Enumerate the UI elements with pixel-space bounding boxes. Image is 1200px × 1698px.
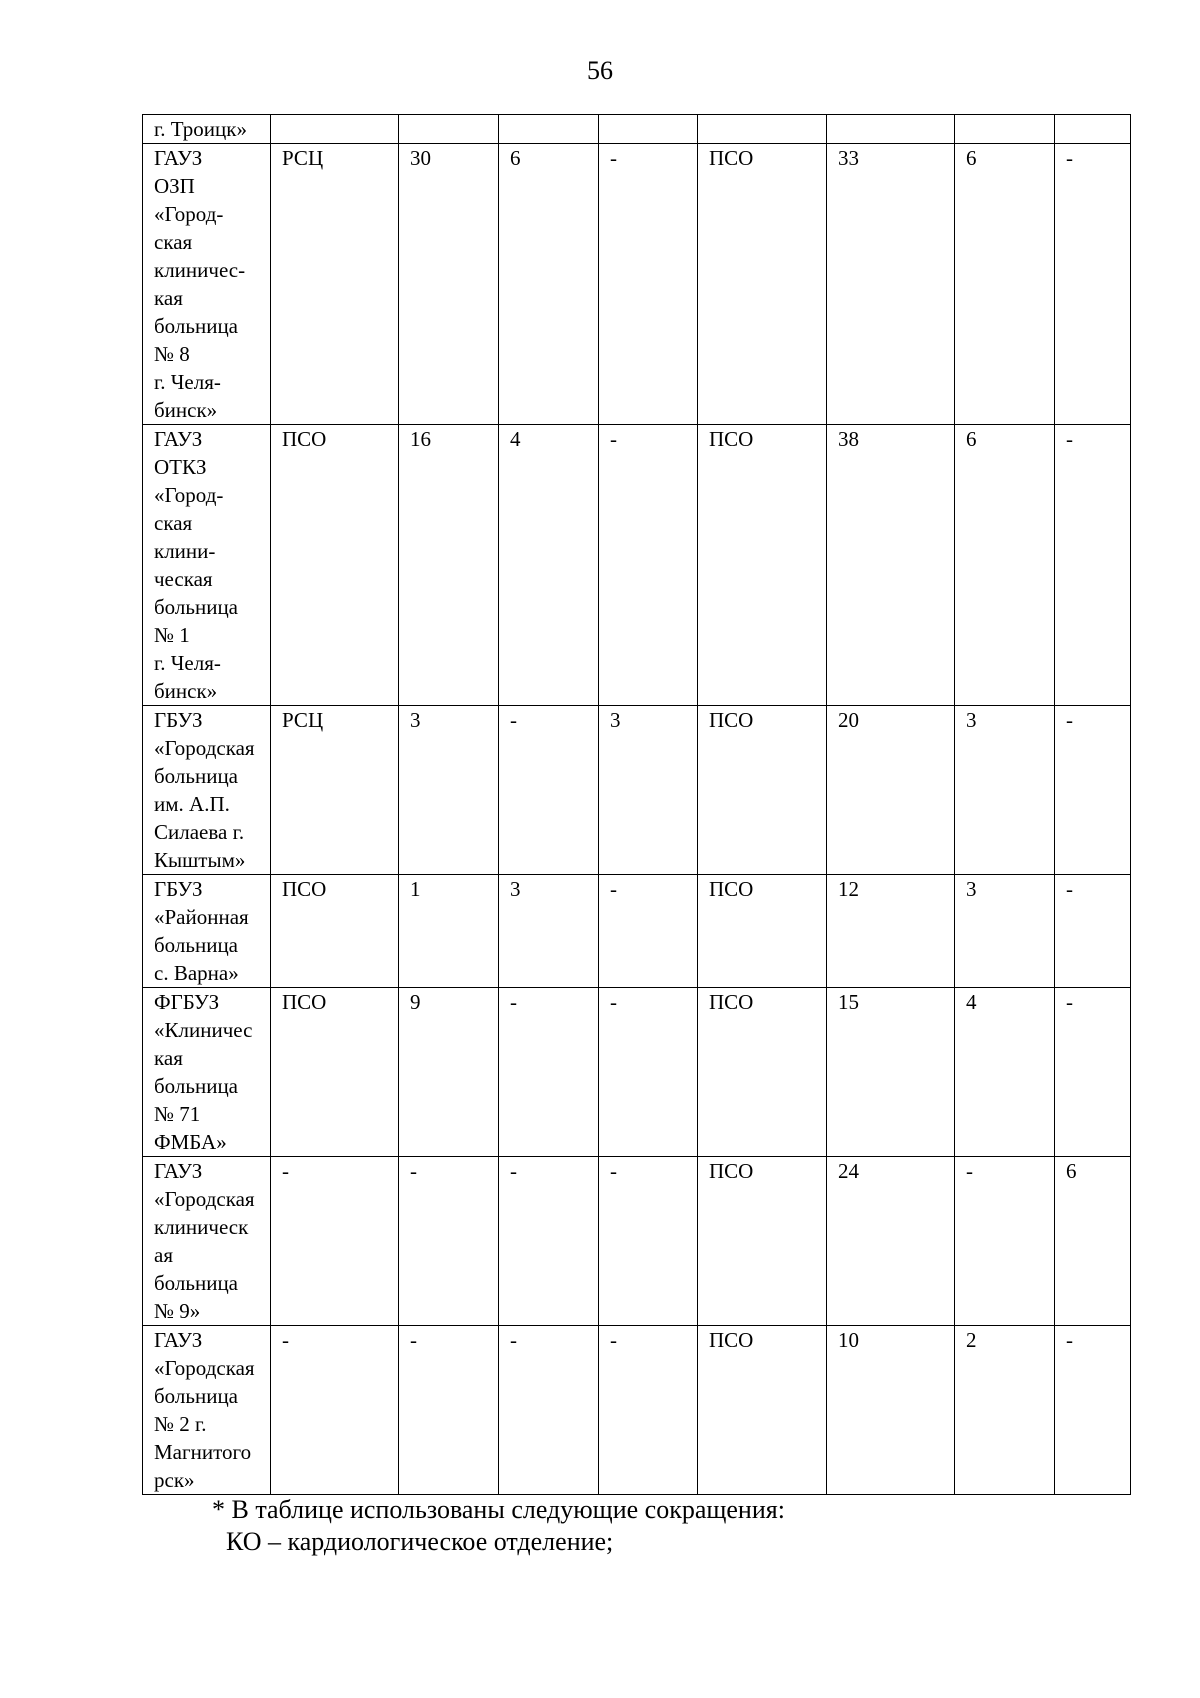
table-cell: 24 bbox=[827, 1157, 955, 1326]
table-cell: ПСО bbox=[698, 875, 827, 988]
table-cell: - bbox=[955, 1157, 1055, 1326]
organization-name: г. Троицк» bbox=[154, 117, 247, 141]
table-row bbox=[143, 988, 1131, 1157]
table-row bbox=[143, 425, 1131, 706]
table-cell: 3 bbox=[499, 875, 599, 988]
table-cell: 3 bbox=[599, 706, 698, 875]
table-cell: РСЦ bbox=[271, 144, 399, 425]
hospital-table bbox=[142, 114, 1131, 1495]
table-cell: - bbox=[599, 1157, 698, 1326]
table-body bbox=[143, 115, 1131, 1495]
table-cell: - bbox=[499, 1326, 599, 1495]
table-cell: ПСО bbox=[271, 425, 399, 706]
organization-cell bbox=[143, 144, 271, 425]
table-cell: 30 bbox=[399, 144, 499, 425]
organization-cell bbox=[143, 425, 271, 706]
organization-name: ГАУЗ «Городская больница № 2 г. Магнитого рск» bbox=[154, 1328, 255, 1492]
table-cell: ПСО bbox=[698, 425, 827, 706]
organization-name: ГАУЗ ОЗП «Город- ская клиничес- кая больница № 8 г. Челя- бинск» bbox=[154, 146, 246, 422]
table-cell: - bbox=[1055, 875, 1131, 988]
organization-name: ГБУЗ «Городская больница им. А.П. Силаева г. Кыштым» bbox=[154, 708, 255, 872]
table-cell: - bbox=[1055, 706, 1131, 875]
footnote-line-1: * В таблице использованы следующие сокращения: bbox=[212, 1495, 785, 1524]
footnote-line-2: КО – кардиологическое отделение; bbox=[226, 1527, 614, 1556]
table-cell bbox=[1055, 115, 1131, 144]
organization-cell bbox=[143, 706, 271, 875]
page-number: 56 bbox=[587, 56, 613, 85]
table-row bbox=[143, 144, 1131, 425]
table-cell: - bbox=[599, 144, 698, 425]
table-cell: 6 bbox=[499, 144, 599, 425]
table-cell: - bbox=[599, 1326, 698, 1495]
organization-cell bbox=[143, 115, 271, 144]
table-cell: ПСО bbox=[698, 144, 827, 425]
table-cell: - bbox=[271, 1157, 399, 1326]
organization-cell bbox=[143, 1157, 271, 1326]
table-cell: - bbox=[1055, 988, 1131, 1157]
table-row bbox=[143, 115, 1131, 144]
table-cell: 12 bbox=[827, 875, 955, 988]
table-cell: - bbox=[599, 988, 698, 1157]
table-cell bbox=[698, 115, 827, 144]
table-cell: РСЦ bbox=[271, 706, 399, 875]
table-cell: 9 bbox=[399, 988, 499, 1157]
table-cell: 2 bbox=[955, 1326, 1055, 1495]
organization-cell bbox=[143, 875, 271, 988]
table-cell: 6 bbox=[955, 144, 1055, 425]
table-cell: 10 bbox=[827, 1326, 955, 1495]
table-row bbox=[143, 706, 1131, 875]
table-cell: 4 bbox=[499, 425, 599, 706]
table-cell: - bbox=[499, 1157, 599, 1326]
table-cell: - bbox=[1055, 425, 1131, 706]
table-cell: 3 bbox=[955, 706, 1055, 875]
table-cell bbox=[399, 115, 499, 144]
table-row bbox=[143, 1326, 1131, 1495]
table-cell: 3 bbox=[399, 706, 499, 875]
table-cell: ПСО bbox=[271, 875, 399, 988]
table-cell: ПСО bbox=[698, 1157, 827, 1326]
organization-cell bbox=[143, 988, 271, 1157]
organization-name: ФГБУЗ «Клиничес кая больница № 71 ФМБА» bbox=[154, 990, 253, 1154]
table-cell: - bbox=[399, 1157, 499, 1326]
table-cell bbox=[499, 115, 599, 144]
footnote bbox=[212, 1494, 785, 1558]
table-cell: 4 bbox=[955, 988, 1055, 1157]
table-cell: - bbox=[499, 706, 599, 875]
table-cell: 6 bbox=[1055, 1157, 1131, 1326]
table-cell: ПСО bbox=[698, 1326, 827, 1495]
table-cell: - bbox=[1055, 1326, 1131, 1495]
table-row bbox=[143, 875, 1131, 988]
organization-name: ГБУЗ «Районная больница с. Варна» bbox=[154, 877, 249, 985]
table-cell: - bbox=[1055, 144, 1131, 425]
organization-name: ГАУЗ ОТКЗ «Город- ская клини- ческая больница № 1 г. Челя- бинск» bbox=[154, 427, 238, 703]
table-cell: ПСО bbox=[698, 988, 827, 1157]
table-cell: - bbox=[599, 425, 698, 706]
table-cell bbox=[271, 115, 399, 144]
table-cell: 16 bbox=[399, 425, 499, 706]
table-cell: - bbox=[271, 1326, 399, 1495]
table-cell: - bbox=[499, 988, 599, 1157]
table-cell: - bbox=[399, 1326, 499, 1495]
table-cell bbox=[955, 115, 1055, 144]
table-cell: 3 bbox=[955, 875, 1055, 988]
table-row bbox=[143, 1157, 1131, 1326]
table-cell: 1 bbox=[399, 875, 499, 988]
table-cell: - bbox=[599, 875, 698, 988]
table-cell: 6 bbox=[955, 425, 1055, 706]
table-cell: 20 bbox=[827, 706, 955, 875]
table-cell: 33 bbox=[827, 144, 955, 425]
organization-name: ГАУЗ «Городская клиническ ая больница № 9» bbox=[154, 1159, 255, 1323]
table-cell: 38 bbox=[827, 425, 955, 706]
table-cell: ПСО bbox=[698, 706, 827, 875]
table-cell: 15 bbox=[827, 988, 955, 1157]
organization-cell bbox=[143, 1326, 271, 1495]
table-cell bbox=[827, 115, 955, 144]
table-cell bbox=[599, 115, 698, 144]
table-cell: ПСО bbox=[271, 988, 399, 1157]
